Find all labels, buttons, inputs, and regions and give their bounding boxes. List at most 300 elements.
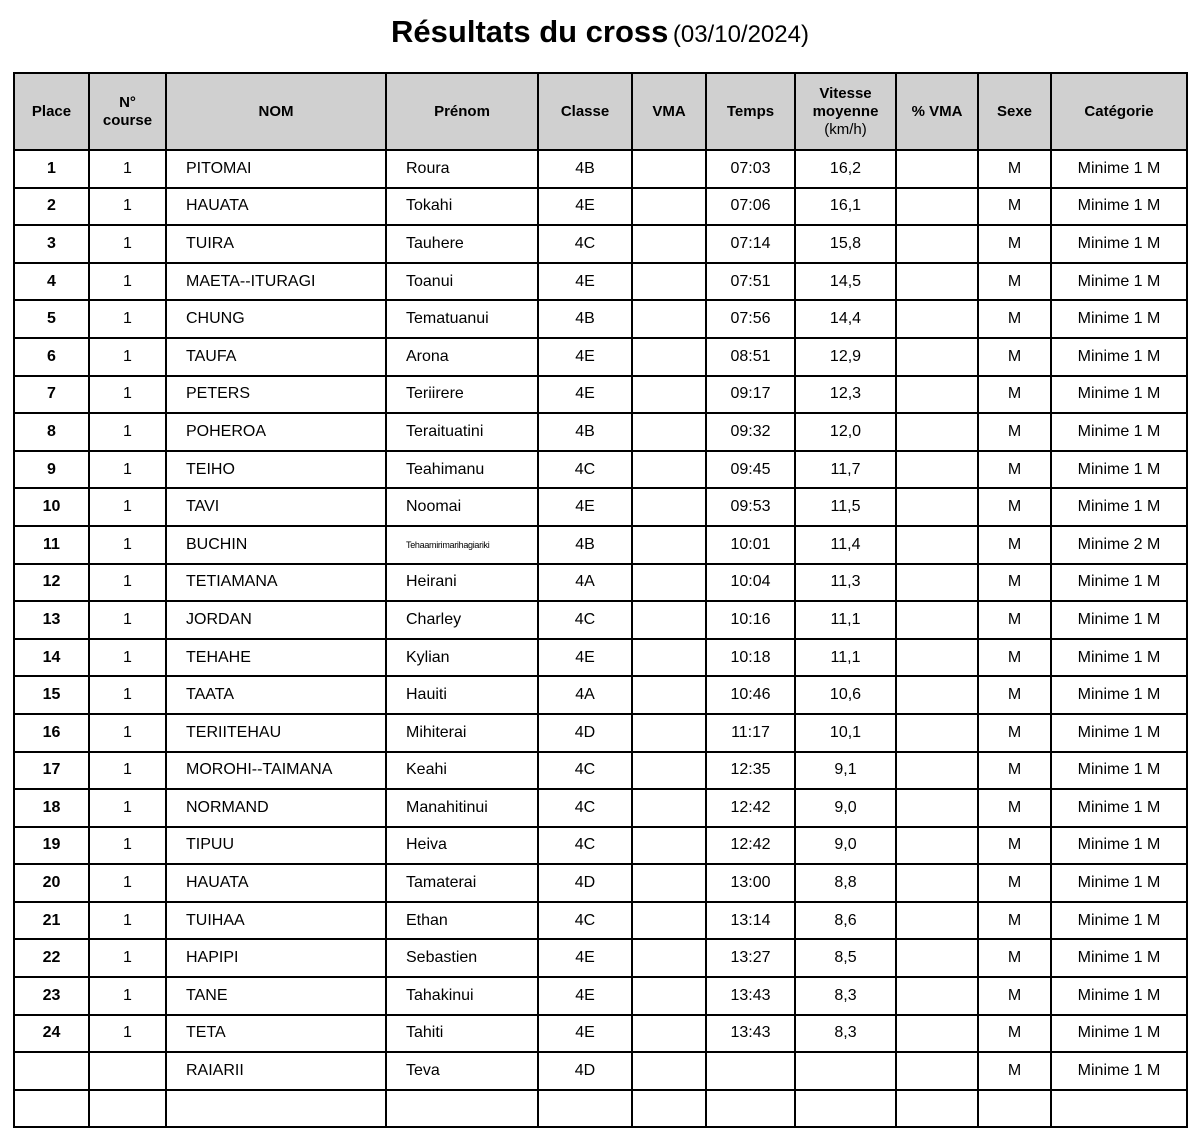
cell-temps: 07:51 [706,263,795,301]
cell-nom: PITOMAI [166,150,386,188]
cell-pct-vma [896,338,978,376]
cell-prenom: Hauiti [386,676,538,714]
title-main: Résultats du cross [391,14,669,49]
cell-temps: 13:43 [706,977,795,1015]
cell-categorie: Minime 1 M [1051,864,1187,902]
cell-course: 1 [89,939,166,977]
table-row [14,300,1187,338]
cell-temps: 12:42 [706,789,795,827]
header-course: N° course [89,73,166,150]
cell-classe: 4C [538,827,632,865]
cell-sexe: M [978,526,1051,564]
cell-course: 1 [89,827,166,865]
table-row [14,376,1187,414]
cell-vitesse [795,1090,896,1128]
cell-nom: MAETA--ITURAGI [166,263,386,301]
cell-classe: 4B [538,300,632,338]
cell-nom: TETIAMANA [166,564,386,602]
cell-temps: 09:45 [706,451,795,489]
cell-categorie: Minime 1 M [1051,564,1187,602]
table-row [14,639,1187,677]
cell-temps: 13:27 [706,939,795,977]
table-row [14,827,1187,865]
cell-pct-vma [896,639,978,677]
table-row [14,1015,1187,1053]
cell-classe: 4C [538,789,632,827]
page-title [0,14,1200,50]
cell-pct-vma [896,225,978,263]
cell-course: 1 [89,188,166,226]
cell-temps [706,1052,795,1090]
cell-nom: PETERS [166,376,386,414]
cell-pct-vma [896,526,978,564]
cell-classe: 4C [538,451,632,489]
cell-sexe: M [978,1052,1051,1090]
cell-vitesse: 8,3 [795,977,896,1015]
cell-temps: 10:04 [706,564,795,602]
cell-course: 1 [89,1015,166,1053]
cell-classe: 4C [538,752,632,790]
table-row [14,864,1187,902]
cell-prenom: Kylian [386,639,538,677]
cell-sexe: M [978,338,1051,376]
cell-categorie: Minime 1 M [1051,601,1187,639]
cell-pct-vma [896,488,978,526]
table-row [14,676,1187,714]
cell-pct-vma [896,1090,978,1128]
cell-vma [632,188,706,226]
cell-pct-vma [896,601,978,639]
cell-prenom: Teahimanu [386,451,538,489]
cell-sexe: M [978,977,1051,1015]
cell-vma [632,714,706,752]
cell-prenom: Manahitinui [386,789,538,827]
table-row [14,977,1187,1015]
cell-categorie [1051,1090,1187,1128]
cell-classe: 4D [538,864,632,902]
cell-course [89,1090,166,1128]
cell-pct-vma [896,864,978,902]
cell-course: 1 [89,601,166,639]
cell-categorie: Minime 1 M [1051,902,1187,940]
cell-vitesse: 9,0 [795,789,896,827]
cell-classe: 4D [538,1052,632,1090]
cell-sexe: M [978,150,1051,188]
table-row [14,263,1187,301]
cell-temps: 08:51 [706,338,795,376]
cell-nom: TAUFA [166,338,386,376]
cell-classe: 4E [538,1015,632,1053]
cell-course: 1 [89,526,166,564]
cell-place: 8 [14,413,89,451]
cell-categorie: Minime 1 M [1051,413,1187,451]
cell-classe: 4B [538,413,632,451]
cell-vma [632,263,706,301]
cell-prenom: Tahiti [386,1015,538,1053]
header-prenom: Prénom [386,73,538,150]
cell-nom: TANE [166,977,386,1015]
cell-vitesse: 11,1 [795,639,896,677]
cell-vitesse: 14,5 [795,263,896,301]
cell-categorie: Minime 1 M [1051,150,1187,188]
cell-nom: POHEROA [166,413,386,451]
cell-sexe: M [978,864,1051,902]
cell-pct-vma [896,714,978,752]
cell-vitesse: 14,4 [795,300,896,338]
cell-pct-vma [896,451,978,489]
cell-temps: 09:32 [706,413,795,451]
cell-vitesse: 11,1 [795,601,896,639]
cell-vma [632,864,706,902]
cell-vma [632,789,706,827]
cell-vitesse: 8,8 [795,864,896,902]
cell-temps: 13:14 [706,902,795,940]
cell-prenom: Heiva [386,827,538,865]
cell-prenom [386,1090,538,1128]
cell-nom: BUCHIN [166,526,386,564]
header-pct-vma: % VMA [896,73,978,150]
cell-prenom: Tematuanui [386,300,538,338]
cell-prenom: Teva [386,1052,538,1090]
cell-sexe: M [978,639,1051,677]
cell-course: 1 [89,338,166,376]
table-row [14,188,1187,226]
cell-pct-vma [896,300,978,338]
cell-vma [632,977,706,1015]
cell-categorie: Minime 1 M [1051,789,1187,827]
cell-categorie: Minime 1 M [1051,639,1187,677]
cell-nom: TEHAHE [166,639,386,677]
cell-classe: 4E [538,263,632,301]
cell-vitesse: 10,1 [795,714,896,752]
cell-classe: 4B [538,526,632,564]
cell-nom: CHUNG [166,300,386,338]
cell-sexe: M [978,752,1051,790]
cell-sexe: M [978,1015,1051,1053]
table-row [14,789,1187,827]
cell-place: 7 [14,376,89,414]
cell-prenom: Tehaamirimarihagiariki [386,526,538,564]
cell-pct-vma [896,263,978,301]
results-table [13,72,1188,1128]
cell-pct-vma [896,789,978,827]
cell-course: 1 [89,150,166,188]
cell-course: 1 [89,376,166,414]
cell-vma [632,564,706,602]
cell-sexe [978,1090,1051,1128]
cell-classe: 4E [538,338,632,376]
cell-prenom: Mihiterai [386,714,538,752]
cell-prenom: Roura [386,150,538,188]
table-row [14,939,1187,977]
header-categorie: Catégorie [1051,73,1187,150]
cell-nom: HAPIPI [166,939,386,977]
cell-categorie: Minime 1 M [1051,188,1187,226]
cell-place: 17 [14,752,89,790]
cell-vma [632,1090,706,1128]
cell-vitesse: 10,6 [795,676,896,714]
table-row [14,902,1187,940]
cell-sexe: M [978,488,1051,526]
cell-place: 19 [14,827,89,865]
cell-nom [166,1090,386,1128]
cell-categorie: Minime 1 M [1051,338,1187,376]
cell-place: 2 [14,188,89,226]
cell-categorie: Minime 1 M [1051,752,1187,790]
cell-sexe: M [978,263,1051,301]
cell-nom: HAUATA [166,864,386,902]
cell-vitesse: 8,3 [795,1015,896,1053]
cell-nom: JORDAN [166,601,386,639]
cell-sexe: M [978,939,1051,977]
cell-nom: TIPUU [166,827,386,865]
cell-categorie: Minime 1 M [1051,939,1187,977]
cell-course: 1 [89,488,166,526]
cell-nom: TUIRA [166,225,386,263]
cell-vitesse: 12,0 [795,413,896,451]
cell-course: 1 [89,225,166,263]
cell-vitesse: 15,8 [795,225,896,263]
cell-vma [632,639,706,677]
cell-pct-vma [896,150,978,188]
cell-categorie: Minime 1 M [1051,225,1187,263]
cell-categorie: Minime 1 M [1051,977,1187,1015]
cell-nom: TETA [166,1015,386,1053]
cell-pct-vma [896,564,978,602]
table-row [14,601,1187,639]
cell-place: 23 [14,977,89,1015]
cell-vitesse: 11,3 [795,564,896,602]
cell-nom: TERIITEHAU [166,714,386,752]
cell-classe: 4C [538,601,632,639]
table-row [14,564,1187,602]
cell-course: 1 [89,639,166,677]
cell-classe: 4B [538,150,632,188]
cell-vitesse: 8,5 [795,939,896,977]
cell-temps: 09:17 [706,376,795,414]
cell-vitesse: 11,5 [795,488,896,526]
cell-sexe: M [978,789,1051,827]
cell-sexe: M [978,714,1051,752]
cell-prenom: Arona [386,338,538,376]
cell-nom: RAIARII [166,1052,386,1090]
cell-sexe: M [978,827,1051,865]
table-row [14,1052,1187,1090]
cell-vma [632,376,706,414]
cell-vma [632,300,706,338]
cell-categorie: Minime 1 M [1051,1015,1187,1053]
cell-pct-vma [896,902,978,940]
cell-vma [632,752,706,790]
cell-temps: 07:06 [706,188,795,226]
cell-vitesse: 11,4 [795,526,896,564]
cell-course: 1 [89,676,166,714]
cell-vma [632,150,706,188]
cell-temps [706,1090,795,1128]
cell-nom: NORMAND [166,789,386,827]
cell-course: 1 [89,902,166,940]
header-vma: VMA [632,73,706,150]
cell-nom: TAATA [166,676,386,714]
cell-course [89,1052,166,1090]
cell-place [14,1052,89,1090]
cell-temps: 07:56 [706,300,795,338]
cell-vitesse: 16,2 [795,150,896,188]
cell-pct-vma [896,939,978,977]
header-nom: NOM [166,73,386,150]
cell-prenom: Ethan [386,902,538,940]
title-date: (03/10/2024) [672,21,809,48]
cell-classe: 4E [538,977,632,1015]
cell-sexe: M [978,413,1051,451]
cell-pct-vma [896,977,978,1015]
cell-categorie: Minime 1 M [1051,451,1187,489]
cell-categorie: Minime 1 M [1051,300,1187,338]
results-body [14,150,1187,1127]
cell-pct-vma [896,827,978,865]
cell-course: 1 [89,263,166,301]
cell-prenom: Heirani [386,564,538,602]
cell-course: 1 [89,789,166,827]
cell-temps: 07:14 [706,225,795,263]
cell-categorie: Minime 1 M [1051,1052,1187,1090]
cell-place: 22 [14,939,89,977]
table-row [14,413,1187,451]
cell-vitesse: 12,3 [795,376,896,414]
cell-classe: 4E [538,939,632,977]
cell-course: 1 [89,977,166,1015]
cell-pct-vma [896,413,978,451]
cell-nom: HAUATA [166,188,386,226]
table-row [14,1090,1187,1128]
cell-temps: 10:01 [706,526,795,564]
cell-vma [632,413,706,451]
cell-nom: MOROHI--TAIMANA [166,752,386,790]
cell-vma [632,601,706,639]
cell-place: 10 [14,488,89,526]
cell-temps: 07:03 [706,150,795,188]
cell-categorie: Minime 1 M [1051,676,1187,714]
cell-prenom: Tamaterai [386,864,538,902]
cell-prenom: Sebastien [386,939,538,977]
cell-categorie: Minime 1 M [1051,827,1187,865]
cell-place: 16 [14,714,89,752]
cell-pct-vma [896,752,978,790]
cell-course: 1 [89,564,166,602]
cell-categorie: Minime 1 M [1051,714,1187,752]
cell-temps: 12:35 [706,752,795,790]
cell-course: 1 [89,752,166,790]
cell-vitesse: 11,7 [795,451,896,489]
cell-sexe: M [978,564,1051,602]
cell-temps: 09:53 [706,488,795,526]
cell-sexe: M [978,451,1051,489]
cell-pct-vma [896,188,978,226]
cell-classe: 4C [538,902,632,940]
cell-course: 1 [89,714,166,752]
table-row [14,338,1187,376]
cell-sexe: M [978,601,1051,639]
cell-course: 1 [89,451,166,489]
header-row [14,73,1187,150]
cell-classe: 4A [538,564,632,602]
header-classe: Classe [538,73,632,150]
table-row [14,526,1187,564]
cell-classe: 4C [538,225,632,263]
cell-temps: 13:43 [706,1015,795,1053]
table-row [14,451,1187,489]
cell-prenom: Teriirere [386,376,538,414]
cell-nom: TEIHO [166,451,386,489]
cell-place: 11 [14,526,89,564]
cell-sexe: M [978,300,1051,338]
cell-sexe: M [978,188,1051,226]
cell-temps: 11:17 [706,714,795,752]
cell-sexe: M [978,902,1051,940]
cell-prenom: Charley [386,601,538,639]
cell-sexe: M [978,376,1051,414]
cell-pct-vma [896,376,978,414]
cell-vma [632,676,706,714]
cell-place: 13 [14,601,89,639]
cell-temps: 12:42 [706,827,795,865]
cell-classe: 4E [538,376,632,414]
cell-classe [538,1090,632,1128]
cell-nom: TAVI [166,488,386,526]
cell-vitesse: 16,1 [795,188,896,226]
cell-temps: 13:00 [706,864,795,902]
header-place: Place [14,73,89,150]
cell-prenom: Tauhere [386,225,538,263]
cell-place: 15 [14,676,89,714]
cell-nom: TUIHAA [166,902,386,940]
table-row [14,150,1187,188]
header-temps: Temps [706,73,795,150]
cell-prenom: Toanui [386,263,538,301]
cell-categorie: Minime 2 M [1051,526,1187,564]
header-sexe: Sexe [978,73,1051,150]
cell-prenom: Noomai [386,488,538,526]
cell-prenom: Keahi [386,752,538,790]
cell-pct-vma [896,1052,978,1090]
cell-temps: 10:16 [706,601,795,639]
cell-vma [632,526,706,564]
cell-temps: 10:18 [706,639,795,677]
cell-temps: 10:46 [706,676,795,714]
cell-vma [632,1052,706,1090]
cell-place: 4 [14,263,89,301]
table-row [14,714,1187,752]
cell-place: 5 [14,300,89,338]
cell-vma [632,827,706,865]
cell-classe: 4A [538,676,632,714]
cell-vma [632,1015,706,1053]
cell-pct-vma [896,1015,978,1053]
cell-course: 1 [89,864,166,902]
cell-vma [632,451,706,489]
cell-vitesse: 8,6 [795,902,896,940]
cell-vma [632,939,706,977]
cell-place: 14 [14,639,89,677]
cell-vitesse [795,1052,896,1090]
cell-place [14,1090,89,1128]
cell-place: 1 [14,150,89,188]
cell-place: 9 [14,451,89,489]
cell-sexe: M [978,225,1051,263]
cell-categorie: Minime 1 M [1051,488,1187,526]
cell-place: 24 [14,1015,89,1053]
cell-place: 3 [14,225,89,263]
